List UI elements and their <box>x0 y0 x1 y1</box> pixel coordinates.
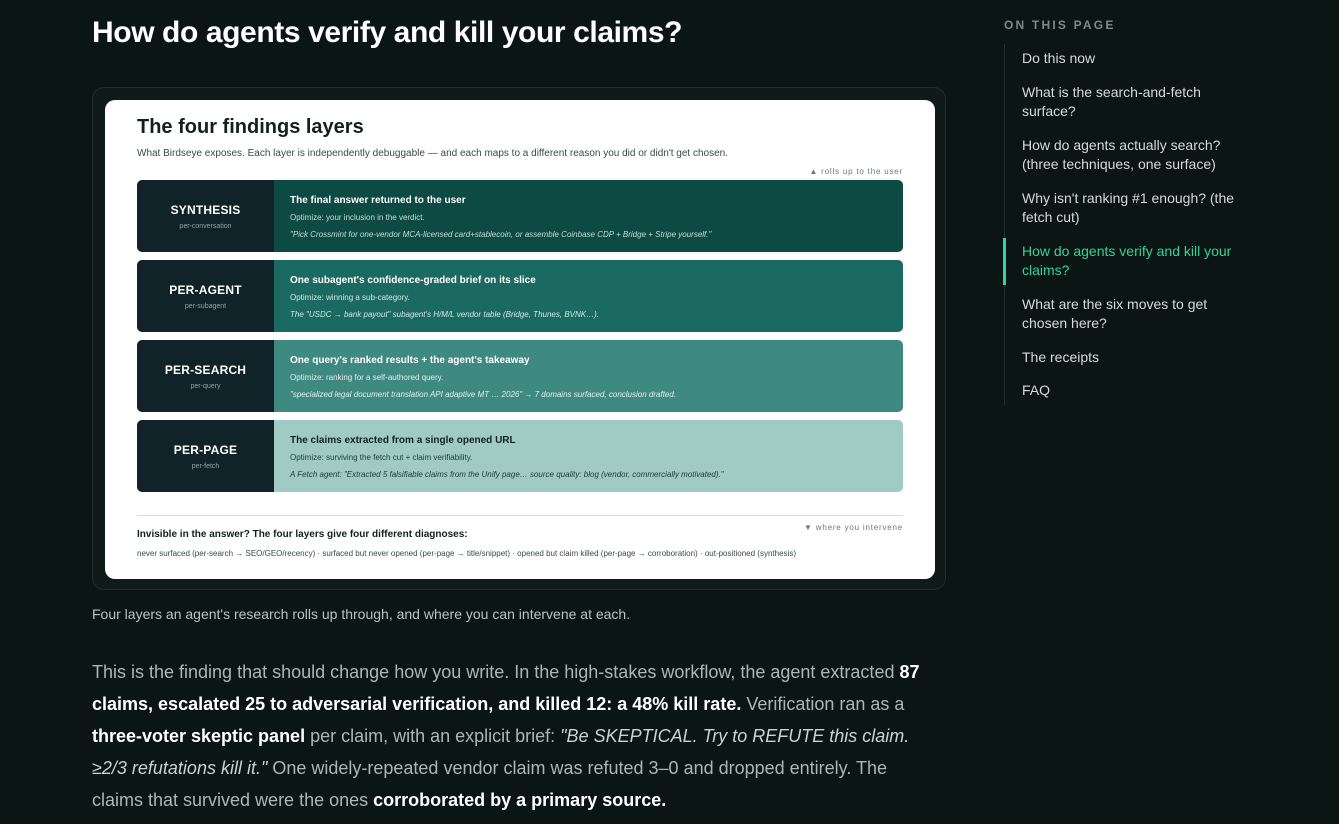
layer-per-page <box>137 420 903 492</box>
table-of-contents <box>1004 44 1255 405</box>
findings-layers-diagram <box>105 100 935 579</box>
toc-item-ranking-not-enough[interactable]: Why isn't ranking #1 enough? (the fetch cut) <box>1022 189 1235 225</box>
layer-heading: The final answer returned to the user <box>290 195 466 206</box>
layer-label <box>137 180 274 252</box>
layer-example: A Fetch agent: "Extracted 5 falsifiable claims from the Unify page… source quality: blog (vendor, commercially motivated)." <box>290 470 724 479</box>
layer-body <box>274 260 903 332</box>
page-title: How do agents verify and kill your claims? <box>92 16 683 49</box>
layer-optimize: Optimize: your inclusion in the verdict. <box>290 213 425 222</box>
diagnoses-line: never surfaced (per-search → SEO/GEO/recency) · surfaced but never opened (per-page → title/snippet) · opened but claim killed (per-page → corroboration) · out-positioned (synthesis) <box>137 549 796 558</box>
body-paragraph <box>92 656 942 816</box>
figure-title: The four findings layers <box>137 116 364 138</box>
layer-optimize: Optimize: winning a sub-category. <box>290 293 410 302</box>
toc-item-faq[interactable]: FAQ <box>1022 382 1051 398</box>
text-span: One widely-repeated vendor claim was refuted 3–0 and dropped entirely. The claims that survived were the ones <box>92 758 888 810</box>
layer-scope: per-query <box>190 383 221 390</box>
toc-item-verify-kill-claims[interactable]: How do agents verify and kill your claims? <box>1005 242 1255 281</box>
layer-scope: per-fetch <box>191 463 220 470</box>
bold-span: three-voter skeptic panel <box>92 726 306 746</box>
toc-item-six-moves[interactable]: What are the six moves to get chosen here? <box>1022 295 1208 331</box>
layer-label <box>137 340 274 412</box>
layer-body <box>274 420 903 492</box>
layer-scope: per-conversation <box>179 223 232 230</box>
text-span: Verification ran as a <box>741 694 905 714</box>
layer-body <box>274 180 903 252</box>
layer-scope: per-subagent <box>184 303 227 310</box>
bold-span: corroborated by a primary source. <box>373 790 667 810</box>
layer-optimize: Optimize: surviving the fetch cut + claim verifiability. <box>290 453 473 462</box>
layer-synthesis <box>137 180 903 252</box>
layer-heading: One query's ranked results + the agent's takeaway <box>290 355 530 366</box>
layer-label <box>137 420 274 492</box>
layer-optimize: Optimize: ranking for a self-authored query. <box>290 373 444 382</box>
layer-example: "Pick Crossmint for one-vendor MCA-licensed card+stablecoin, or assemble Coinbase CDP + Bridge + Stripe yourself." <box>290 230 712 239</box>
toc-item-how-agents-search[interactable]: How do agents actually search? (three techniques, one surface) <box>1022 136 1221 172</box>
layer-label <box>137 260 274 332</box>
layer-name: SYNTHESIS <box>170 203 241 217</box>
toc-item-search-fetch-surface[interactable]: What is the search-and-fetch surface? <box>1022 83 1201 119</box>
quote-span: "Be SKEPTICAL. Try to REFUTE this claim. ≥2/3 refutations kill it." <box>92 726 910 778</box>
layer-name: PER-AGENT <box>169 283 242 297</box>
figure-subtitle: What Birdseye exposes. Each layer is independently debuggable — and each maps to a different reason you did or didn't get chosen. <box>137 148 728 159</box>
layer-heading: The claims extracted from a single opened URL <box>290 435 516 446</box>
layer-per-search <box>137 340 903 412</box>
layer-example: "specialized legal document translation API adaptive MT … 2026" → 7 domains surfaced, conclusion drafted. <box>290 390 677 399</box>
intervene-label: ▼ where you intervene <box>804 523 903 532</box>
layer-per-agent <box>137 260 903 332</box>
layer-heading: One subagent's confidence-graded brief on its slice <box>290 275 536 286</box>
toc-title: ON THIS PAGE <box>1004 18 1116 32</box>
layer-example: The "USDC → bank payout" subagent's H/M/L vendor table (Bridge, Thunes, BVNK…). <box>290 310 599 319</box>
text-span: This is the finding that should change how you write. In the high-stakes workflow, the agent extracted <box>92 662 900 682</box>
layer-name: PER-SEARCH <box>164 363 247 377</box>
rolls-up-label: ▲ rolls up to the user <box>809 167 903 176</box>
figure-divider <box>137 515 903 516</box>
bold-span: 87 claims, escalated 25 to adversarial verification, and killed 12: a 48% kill rate. <box>92 662 920 714</box>
diagnoses-title: Invisible in the answer? The four layers give four different diagnoses: <box>137 529 468 540</box>
figure-frame <box>92 87 946 590</box>
text-span: per claim, with an explicit brief: <box>305 726 561 746</box>
layer-name: PER-PAGE <box>173 443 238 457</box>
layer-body <box>274 340 903 412</box>
toc-item-do-this-now[interactable]: Do this now <box>1022 50 1096 66</box>
toc-item-receipts[interactable]: The receipts <box>1022 348 1100 365</box>
figure-caption: Four layers an agent's research rolls up through, and where you can intervene at each. <box>92 606 631 622</box>
